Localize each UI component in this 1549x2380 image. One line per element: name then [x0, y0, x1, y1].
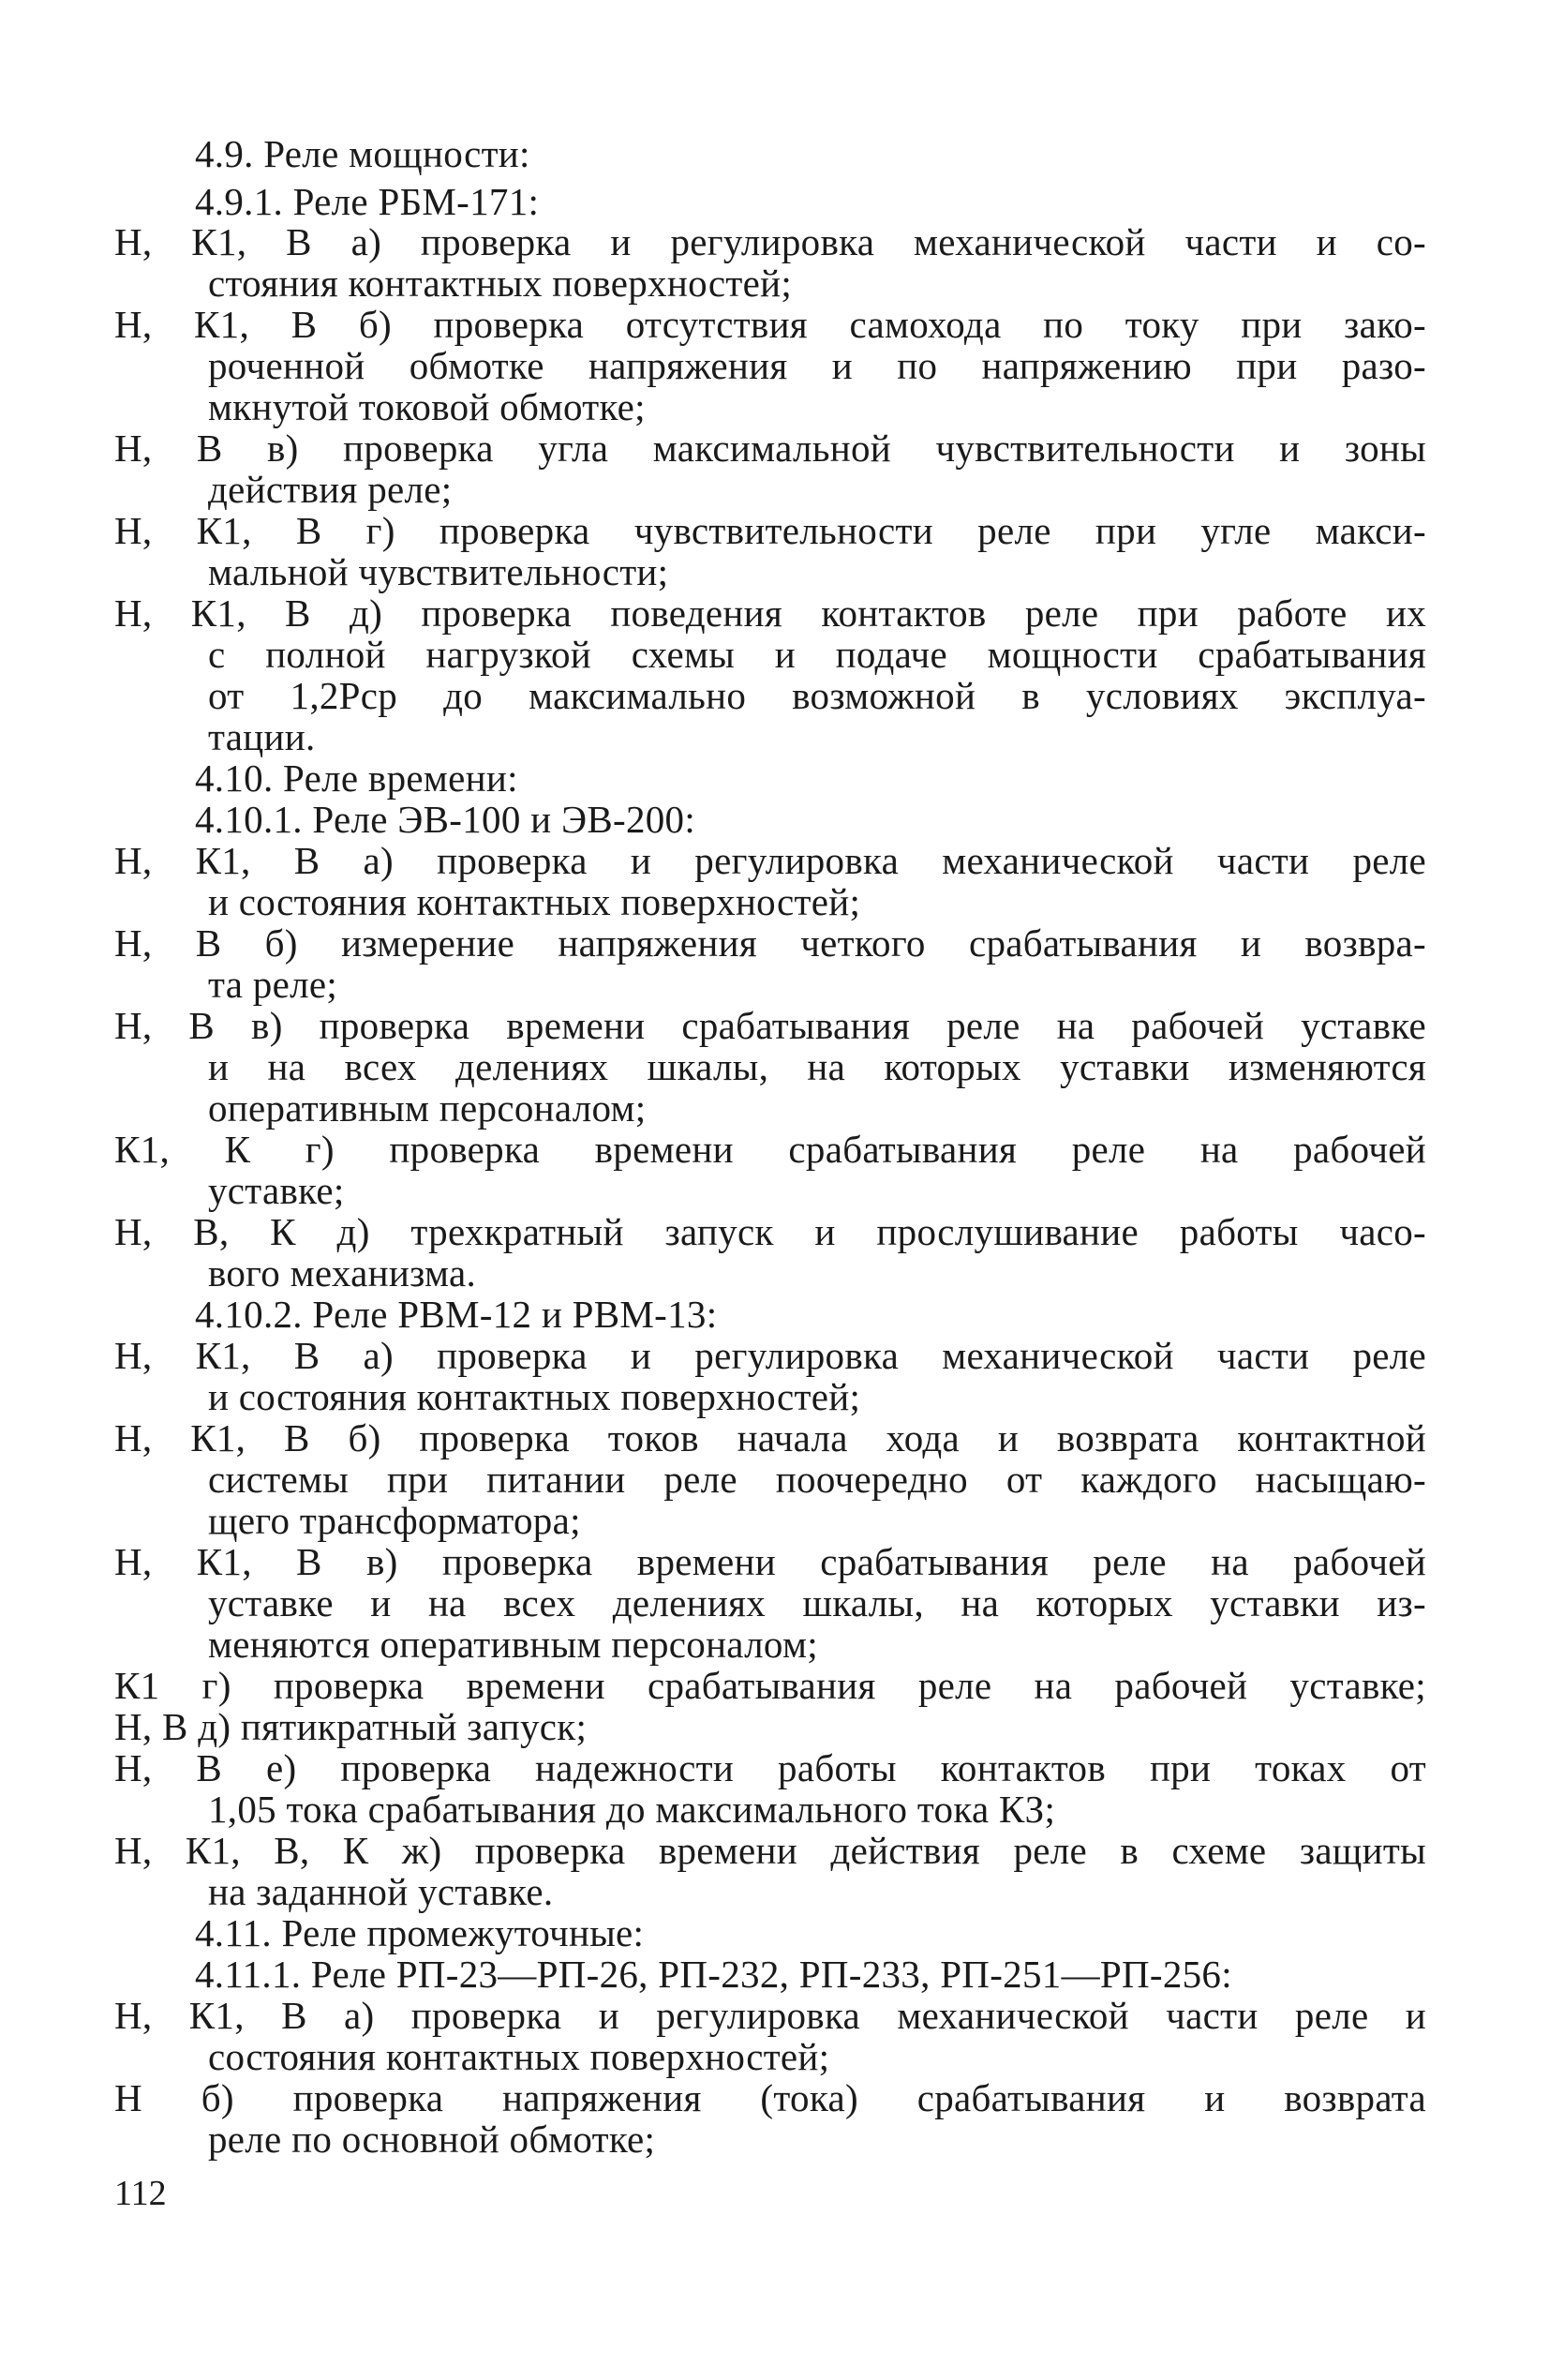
- text-line: Н, К1, В б) проверка отсутствия самохода по току при зако-: [114, 303, 1426, 346]
- text-line: щего трансформатора;: [208, 1499, 581, 1542]
- text-line: 4.10.2. Реле РВМ-12 и РВМ-13:: [195, 1293, 718, 1336]
- text-line: Н, В в) проверка времени срабатывания реле на рабочей уставке: [114, 1004, 1426, 1047]
- text-line: тации.: [208, 715, 316, 758]
- text-line: К1, К г) проверка времени срабатывания реле на рабочей: [114, 1128, 1426, 1171]
- text-line: реле по основной обмотке;: [208, 2118, 656, 2161]
- text-line: Н, К1, В а) проверка и регулировка механической части реле: [114, 839, 1426, 882]
- text-line: Н, К1, В д) проверка поведения контактов реле при работе их: [114, 591, 1426, 635]
- text-line: мальной чувствительности;: [208, 550, 669, 593]
- text-line: действия реле;: [208, 468, 453, 511]
- text-line: Н, В е) проверка надежности работы контактов при токах от: [114, 1746, 1426, 1789]
- text-line: и на всех делениях шкалы, на которых уставки изменяются: [208, 1045, 1426, 1088]
- text-line: оперативным персоналом;: [208, 1086, 647, 1130]
- page-number: 112: [114, 2174, 167, 2213]
- text-line: на заданной уставке.: [208, 1870, 554, 1913]
- text-line: Н, К1, В б) проверка токов начала хода и возврата контактной: [114, 1416, 1426, 1459]
- text-line: уставке и на всех делениях шкалы, на которых уставки из-: [208, 1581, 1426, 1624]
- text-line: состояния контактных поверхностей;: [208, 2035, 830, 2078]
- text-line: Н, В д) пятикратный запуск;: [114, 1705, 588, 1748]
- text-line: с полной нагрузкой схемы и подаче мощности срабатывания: [208, 633, 1426, 676]
- text-line: Н, В б) измерение напряжения четкого срабатывания и возвра-: [114, 921, 1426, 965]
- text-line: та реле;: [208, 963, 338, 1006]
- text-line: Н, К1, В в) проверка времени срабатывания реле на рабочей: [114, 1540, 1426, 1583]
- text-line: Н, К1, В а) проверка и регулировка механической части и со-: [114, 220, 1426, 263]
- text-line: 1,05 тока срабатывания до максимального тока КЗ;: [208, 1788, 1056, 1831]
- text-line: уставке;: [208, 1169, 345, 1212]
- text-line: Н, К1, В, К ж) проверка времени действия реле в схеме защиты: [114, 1829, 1426, 1872]
- text-line: Н, В в) проверка угла максимальной чувствительности и зоны: [114, 427, 1426, 470]
- text-line: 4.10.1. Реле ЭВ-100 и ЭВ-200:: [195, 798, 696, 841]
- text-line: меняются оперативным персоналом;: [208, 1623, 818, 1666]
- text-line: системы при питании реле поочередно от каждого насыщаю-: [208, 1458, 1426, 1501]
- text-line: и состояния контактных поверхностей;: [208, 1375, 861, 1418]
- text-line: вого механизма.: [208, 1251, 476, 1295]
- text-line: стояния контактных поверхностей;: [208, 262, 793, 305]
- text-line: Н, К1, В а) проверка и регулировка механической части реле: [114, 1334, 1426, 1377]
- text-line: 4.11.1. Реле РП-23—РП-26, РП-232, РП-233, РП-251—РП-256:: [195, 1953, 1232, 1996]
- text-line: 4.9.1. Реле РБМ-171:: [195, 180, 540, 223]
- text-line: роченной обмотке напряжения и по напряжению при разо-: [208, 344, 1426, 387]
- text-line: мкнутой токовой обмотке;: [208, 385, 646, 428]
- text-line: от 1,2Pср до максимально возможной в условиях эксплуа-: [208, 674, 1426, 717]
- text-line: Н, В, К д) трехкратный запуск и прослушивание работы часо-: [114, 1210, 1426, 1253]
- text-line: Н, К1, В г) проверка чувствительности реле при угле макси-: [114, 509, 1426, 552]
- text-line: К1 г) проверка времени срабатывания реле на рабочей уставке;: [114, 1664, 1426, 1707]
- text-line: и состояния контактных поверхностей;: [208, 880, 861, 923]
- text-line: 4.9. Реле мощности:: [195, 132, 530, 175]
- text-line: 4.10. Реле времени:: [195, 756, 518, 800]
- text-line: 4.11. Реле промежуточные:: [195, 1911, 645, 1954]
- text-line: Н б) проверка напряжения (тока) срабатывания и возврата: [114, 2076, 1426, 2119]
- text-line: Н, К1, В а) проверка и регулировка механической части реле и: [114, 1994, 1426, 2037]
